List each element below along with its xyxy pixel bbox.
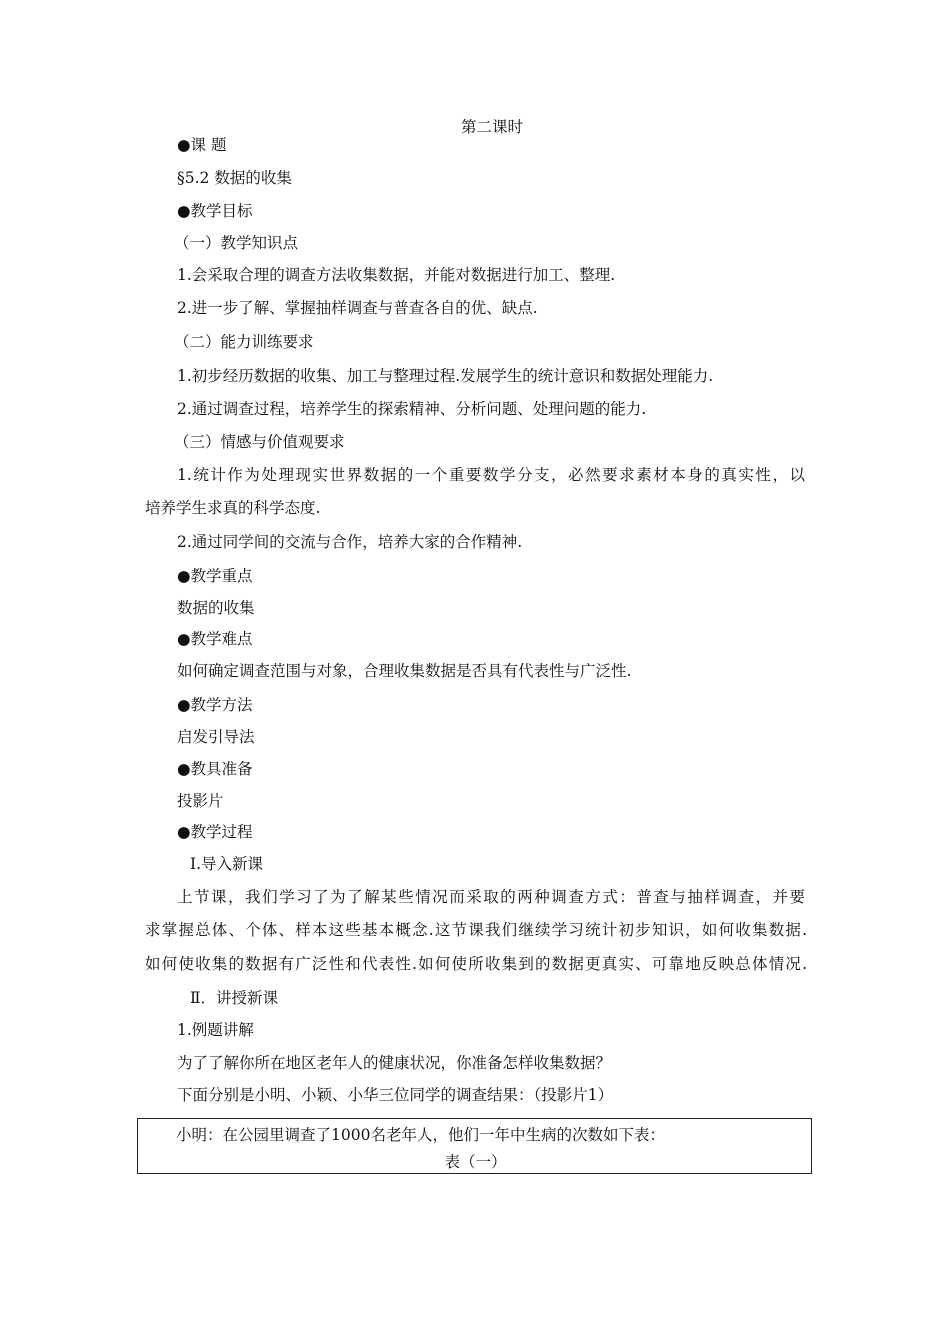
emotion-heading: （三）情感与价值观要求 bbox=[174, 433, 345, 451]
example-heading: 1.例题讲解 bbox=[177, 1021, 254, 1039]
ability-item: 2.通过调查过程，培养学生的探索精神、分析问题、处理问题的能力. bbox=[177, 400, 647, 418]
new-lesson-heading: Ⅱ．讲授新课 bbox=[190, 989, 279, 1007]
topic-text: §5.2 数据的收集 bbox=[177, 169, 292, 187]
key-heading: ●教学重点 bbox=[177, 567, 253, 585]
process-heading: ●教学过程 bbox=[177, 823, 253, 841]
table-caption: 表（一） bbox=[444, 1153, 507, 1171]
intro-paragraph-line: 求掌握总体、个体、样本这些基本概念.这节课我们继续学习统计初步知识，如何收集数据. bbox=[145, 921, 807, 939]
intro-paragraph-line: 如何使收集的数据有广泛性和代表性.如何使所收集到的数据更真实、可靠地反映总体情况. bbox=[145, 955, 807, 973]
emotion-item-line: 1.统计作为处理现实世界数据的一个重要数学分支，必然要求素材本身的真实性，以 bbox=[177, 466, 805, 484]
survey-box-text: 小明：在公园里调查了1000名老年人，他们一年中生病的次数如下表： bbox=[176, 1126, 665, 1144]
results-intro: 下面分别是小明、小颖、小华三位同学的调查结果：（投影片1） bbox=[177, 1086, 614, 1104]
knowledge-item: 1.会采取合理的调查方法收集数据，并能对数据进行加工、整理. bbox=[177, 266, 616, 284]
difficulty-text: 如何确定调查范围与对象，合理收集数据是否具有代表性与广泛性. bbox=[177, 662, 632, 680]
ability-heading: （二）能力训练要求 bbox=[174, 333, 314, 351]
tools-text: 投影片 bbox=[177, 792, 224, 810]
survey-box bbox=[137, 1118, 812, 1174]
emotion-item: 2.通过同学间的交流与合作，培养大家的合作精神. bbox=[177, 533, 523, 551]
intro-paragraph-line: 上节课，我们学习了为了解某些情况而采取的两种调查方式：普查与抽样调查，并要 bbox=[177, 888, 805, 906]
knowledge-heading: （一）教学知识点 bbox=[174, 234, 299, 252]
topic-heading: ●课 题 bbox=[177, 136, 227, 154]
goals-heading: ●教学目标 bbox=[177, 202, 253, 220]
difficulty-heading: ●教学难点 bbox=[177, 630, 253, 648]
intro-heading: Ⅰ.导入新课 bbox=[190, 855, 264, 873]
method-text: 启发引导法 bbox=[177, 728, 255, 746]
lesson-title: 第二课时 bbox=[460, 118, 523, 136]
tools-heading: ●教具准备 bbox=[177, 760, 253, 778]
knowledge-item: 2.进一步了解、掌握抽样调查与普查各自的优、缺点. bbox=[177, 299, 538, 317]
key-text: 数据的收集 bbox=[177, 599, 255, 617]
ability-item: 1.初步经历数据的收集、加工与整理过程.发展学生的统计意识和数据处理能力. bbox=[177, 367, 714, 385]
emotion-item-line: 培养学生求真的科学态度. bbox=[145, 499, 321, 517]
method-heading: ●教学方法 bbox=[177, 696, 253, 714]
question-text: 为了了解你所在地区老年人的健康状况，你准备怎样收集数据？ bbox=[177, 1054, 612, 1072]
